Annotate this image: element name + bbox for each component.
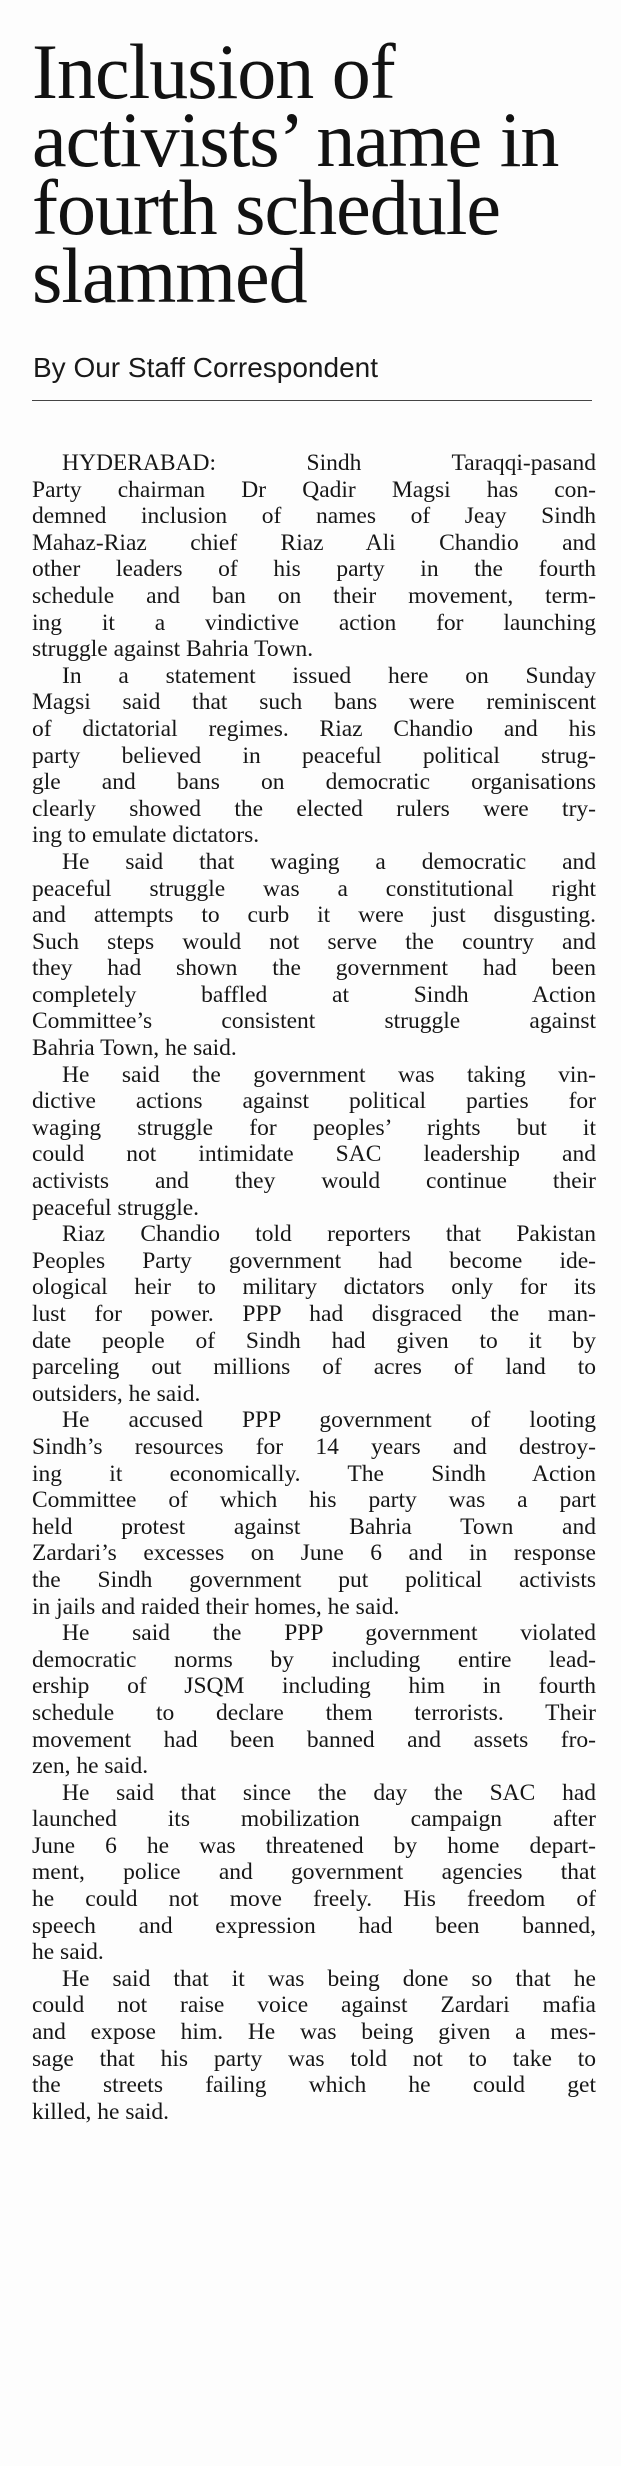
text-line: waging struggle for peoples’ rights but it [32,1114,596,1141]
headline [32,28,602,319]
text-line: held protest against Bahria Town and [32,1513,596,1540]
text-line: and attempts to curb it were just disgusting. [32,902,596,929]
text-line: the Sindh government put political activists [32,1566,596,1593]
article-paragraph [32,1620,596,1780]
article-paragraph [32,1966,596,2126]
text-line: He said that waging a democratic and [62,848,596,875]
text-line: ment, police and government agencies that [32,1859,596,1886]
text-line: Peoples Party government had become ide- [32,1247,596,1274]
text-line: the streets failing which he could get [32,2072,596,2099]
article-paragraph [32,1407,596,1620]
article-body [32,450,596,2125]
byline-divider [32,400,592,401]
text-line: Sindh’s resources for 14 years and destroy- [32,1433,596,1460]
text-line: completely baffled at Sindh Action [32,981,596,1008]
text-line: they had shown the government had been [32,955,596,982]
text-line: In a statement issued here on Sunday [62,662,596,689]
text-line: June 6 he was threatened by home depart- [32,1832,596,1859]
text-line: peaceful struggle. [32,1194,200,1221]
text-line: struggle against Bahria Town. [32,636,314,663]
text-line: lust for power. PPP had disgraced the man- [32,1301,596,1327]
article-paragraph [32,663,596,849]
text-line: He said the government was taking vin- [62,1061,596,1088]
text-line: Such steps would not serve the country and [32,928,596,955]
text-line: movement had been banned and assets fro- [32,1726,596,1753]
text-line: Committee of which his party was a part [32,1487,596,1514]
text-line: and expose him. He was being given a mes- [32,2019,596,2046]
text-line: ological heir to military dictators only for its [32,1274,596,1301]
text-line: could not raise voice against Zardari mafia [32,1992,596,2019]
text-line: Magsi said that such bans were reminiscent [32,689,596,716]
text-line: could not intimidate SAC leadership and [32,1141,596,1168]
text-line: He said that since the day the SAC had [62,1779,596,1806]
byline: By Our Staff Correspondent [33,352,378,383]
headline-line: Inclusion of [32,28,395,115]
text-line: Party chairman Dr Qadir Magsi has con- [32,476,596,503]
text-line: gle and bans on democratic organisations [32,769,596,796]
article-paragraph [32,1062,596,1222]
text-line: clearly showed the elected rulers were try- [32,795,596,822]
text-line: Committee’s consistent struggle against [32,1008,596,1035]
text-line: sage that his party was told not to take to [32,2045,596,2072]
text-line: killed, he said. [32,2098,170,2125]
text-line: activists and they would continue their [32,1168,596,1195]
article-paragraph [32,1221,596,1407]
text-line: outsiders, he said. [32,1380,201,1407]
article-paragraph [32,1780,596,1966]
text-line: ing to emulate dictators. [32,822,260,849]
text-line: democratic norms by including entire lead- [32,1646,596,1673]
text-line: Mahaz-Riaz chief Riaz Ali Chandio and [32,529,596,556]
text-line: He said that it was being done so that he [62,1965,596,1992]
text-line: He said the PPP government violated [62,1620,596,1647]
text-line: other leaders of his party in the fourth [32,556,596,583]
headline-line: slammed [32,232,307,319]
article-paragraph [32,450,596,663]
text-line: ing it economically. The Sindh Action [32,1460,596,1487]
text-line: ing it a vindictive action for launching [32,609,596,636]
text-line: Riaz Chandio told reporters that Pakistan [62,1221,596,1248]
text-line: demned inclusion of names of Jeay Sindh [32,503,596,530]
text-line: of dictatorial regimes. Riaz Chandio and his [32,715,596,742]
text-line: launched its mobilization campaign after [32,1806,596,1833]
text-line: zen, he said. [32,1753,149,1780]
text-line: party believed in peaceful political strug- [32,742,596,769]
headline-line: activists’ name in [32,96,559,183]
text-line: Bahria Town, he said. [32,1035,237,1062]
text-line: parceling out millions of acres of land to [32,1354,596,1381]
text-line: he said. [32,1939,104,1966]
article-paragraph [32,849,596,1062]
text-line: peaceful struggle was a constitutional right [32,875,596,902]
text-line: He accused PPP government of looting [62,1407,596,1434]
text-line: HYDERABAD: Sindh Taraqqi-pasand [62,450,596,476]
text-line: dictive actions against political parties for [32,1088,596,1115]
headline-line: fourth schedule [32,164,501,251]
text-line: date people of Sindh had given to it by [32,1327,596,1354]
text-line: ership of JSQM including him in fourth [32,1673,596,1700]
text-line: in jails and raided their homes, he said. [32,1593,400,1620]
text-line: Zardari’s excesses on June 6 and in response [32,1540,596,1567]
text-line: schedule and ban on their movement, term- [32,582,596,609]
text-line: speech and expression had been banned, [32,1912,596,1939]
text-line: he could not move freely. His freedom of [32,1886,596,1913]
text-line: schedule to declare them terrorists. Their [32,1699,596,1726]
